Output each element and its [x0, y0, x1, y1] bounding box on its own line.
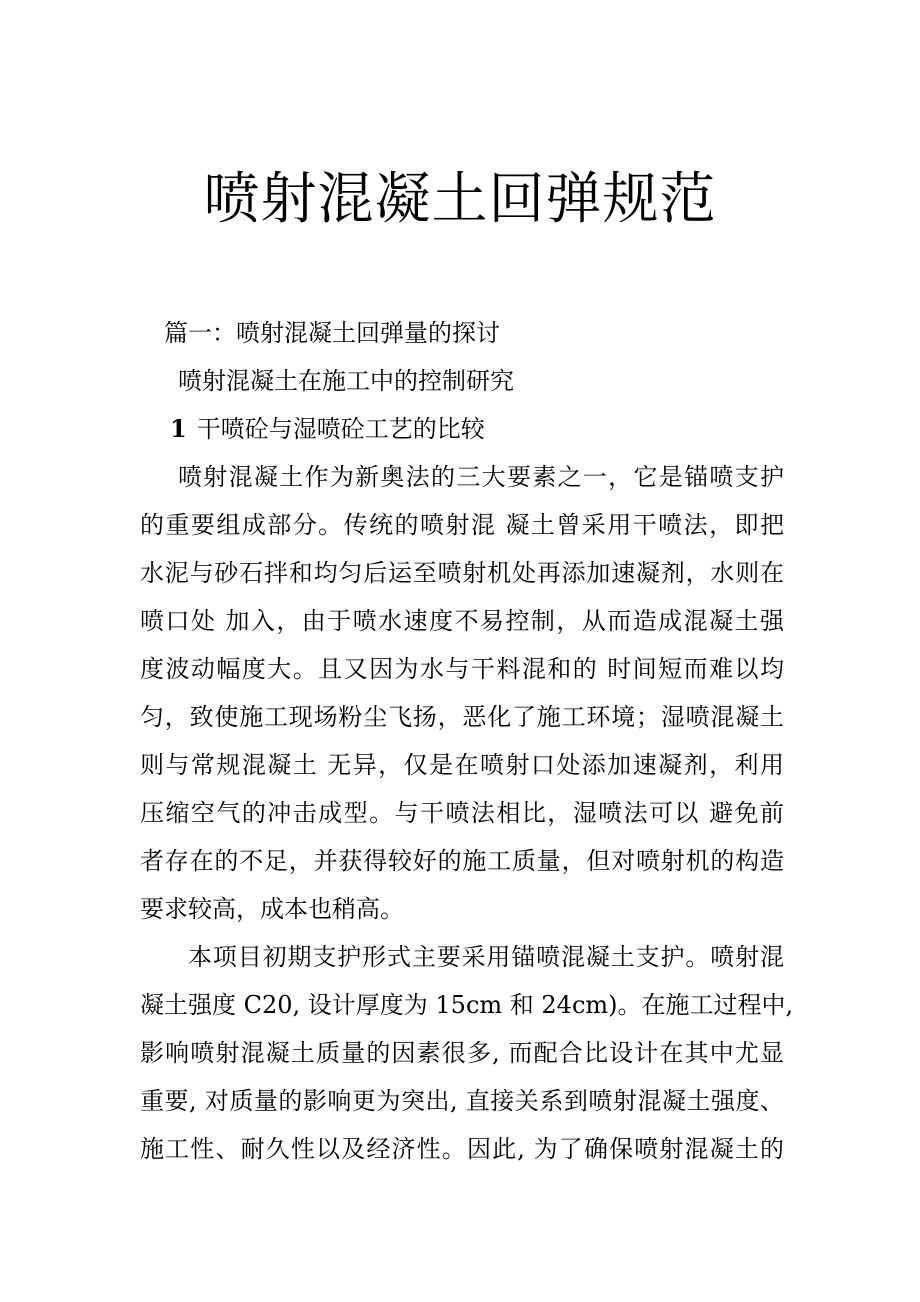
paragraph-line: 本项目初期支护形式主要采用锚喷混凝土支护。喷射混	[188, 943, 784, 971]
paragraph-line: 压缩空气的冲击成型。与干喷法相比，湿喷法可以 避免前	[140, 799, 784, 827]
paragraph-line: 影响喷射混凝土质量的因素很多, 而配合比设计在其中尤显	[140, 1039, 784, 1067]
paragraph-line: 施工性、耐久性以及经济性。因此, 为了确保喷射混凝土的	[140, 1135, 784, 1163]
subsection-title: 干喷砼与湿喷砼工艺的比较	[196, 415, 485, 443]
paragraph-line: 喷射混凝土作为新奥法的三大要素之一，它是锚喷支护	[178, 463, 784, 491]
paragraph-line: 喷口处 加入，由于喷水速度不易控制，从而造成混凝土强	[140, 607, 784, 635]
subsection-heading	[170, 414, 485, 444]
section-heading: 篇一：喷射混凝土回弹量的探讨	[164, 319, 500, 347]
paragraph-line: 则与常规混凝土 无异，仅是在喷射口处添加速凝剂，利用	[140, 751, 784, 779]
paragraph-line: 者存在的不足，并获得较好的施工质量，但对喷射机的构造	[140, 847, 784, 875]
paragraph-line: 要求较高，成本也稍高。	[140, 895, 404, 923]
paragraph-line: 凝土强度 C20, 设计厚度为 15cm 和 24cm)。在施工过程中,	[140, 991, 794, 1019]
subheading: 喷射混凝土在施工中的控制研究	[178, 367, 514, 395]
document-title: 喷射混凝土回弹规范	[203, 167, 717, 232]
paragraph-line: 匀，致使施工现场粉尘飞扬，恶化了施工环境；湿喷混凝土	[140, 703, 784, 731]
subsection-number: 1	[170, 414, 187, 443]
paragraph-line: 度波动幅度大。且又因为水与干料混和的 时间短而难以均	[140, 655, 784, 683]
paragraph-line: 重要, 对质量的影响更为突出, 直接关系到喷射混凝土强度、	[140, 1087, 784, 1115]
paragraph-line: 水泥与砂石拌和均匀后运至喷射机处再添加速凝剂，水则在	[140, 559, 784, 587]
paragraph-line: 的重要组成部分。传统的喷射混 凝土曾采用干喷法，即把	[140, 511, 784, 539]
